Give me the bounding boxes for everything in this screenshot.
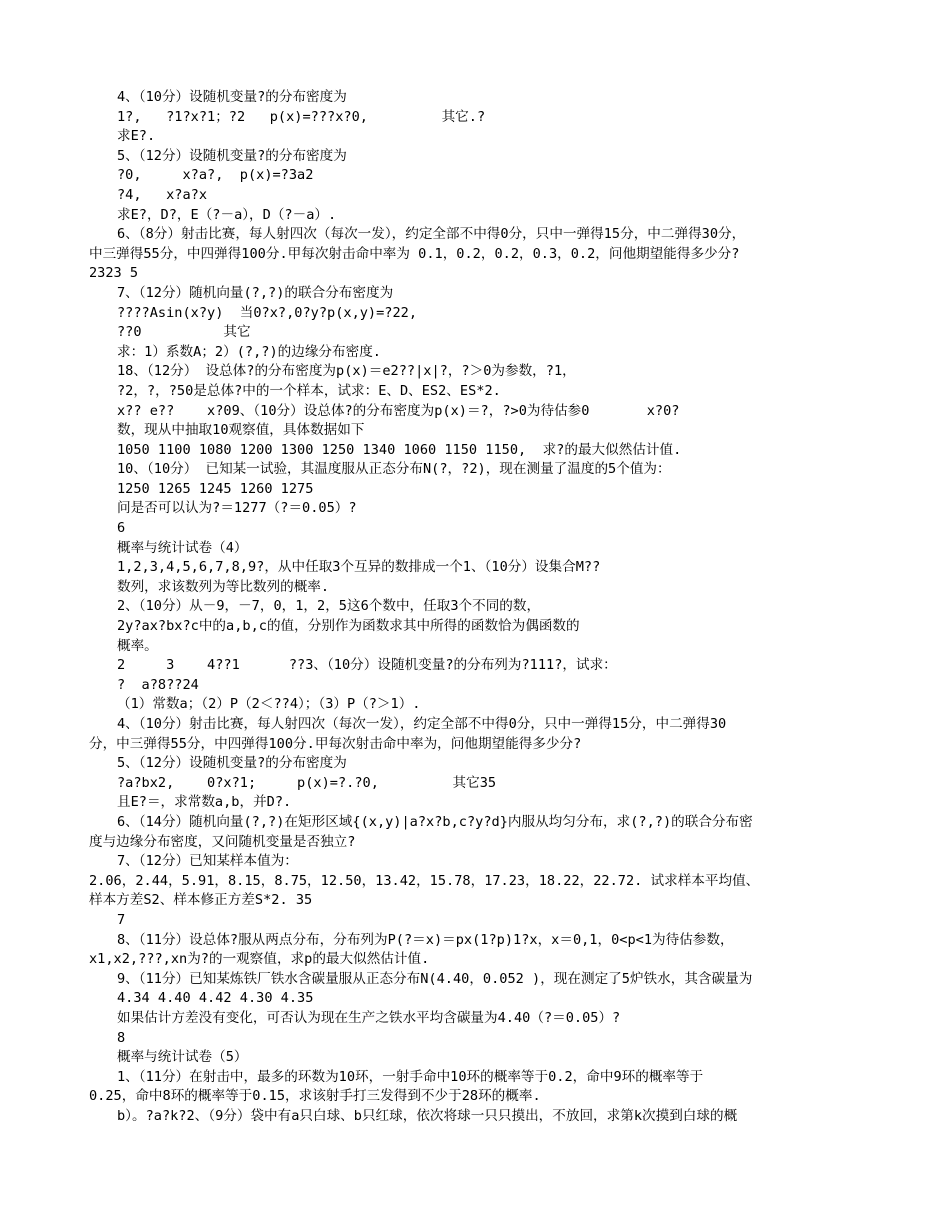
text-line: ? a?8??24 xyxy=(117,676,199,693)
text-line: 问是否可以认为?＝1277（?＝0.05）? xyxy=(117,500,357,517)
text-line: 1、（11分）在射击中，最多的环数为10环，一射手命中10环的概率等于0.2，命中9环的概率等于 xyxy=(117,1068,704,1085)
text-line: 10、（10分） 已知某一试验，其温度服从正态分布N(?，?2)，现在测量了温度的5个值为： xyxy=(117,461,671,478)
text-line: 中三弹得55分，中四弹得100分.甲每次射击命中率为 0.1，0.2，0.2，0.3，0.2，问他期望能得多少分? xyxy=(89,245,740,262)
text-line: 2 3 4??1 ??3、（10分）设随机变量?的分布列为?111?，试求： xyxy=(117,657,617,674)
text-line: ?0, x?a?, p(x)=?3a2 xyxy=(117,167,314,184)
text-line: 9、（11分）已知某炼铁厂铁水含碳量服从正态分布N(4.40，0.052 )，现在测定了5炉铁水，其含碳量为 xyxy=(117,970,753,987)
text-line: 4、（10分）射击比赛，每人射四次（每次一发），约定全部不中得0分，只中一弹得15分，中二弹得30 xyxy=(117,716,727,732)
text-line: ??0 其它 xyxy=(117,324,251,341)
text-line: ?2，?，?50是总体?中的一个样本，试求：E、D、ES2、ES*2. xyxy=(117,382,501,399)
text-line: 0.25，命中8环的概率等于0.15，求该射手打三发得到不少于28环的概率. xyxy=(89,1088,541,1105)
text-line: ?4, x?a?x xyxy=(117,186,208,203)
text-line: 2、（10分）从－9，－7，0，1，2，5这6个数中，任取3个不同的数， xyxy=(117,598,541,615)
text-line: 4.34 4.40 4.42 4.30 4.35 xyxy=(117,990,314,1007)
text-line: 2323 5 xyxy=(89,265,139,282)
text-line: 2.06，2.44，5.91，8.15，8.75，12.50，13.42，15.78，17.23，18.22，22.72. 试求样本平均值、 xyxy=(89,872,760,889)
text-line: （1）常数a；（2）P（2＜??4）；（3）P（?＞1）. xyxy=(117,696,421,713)
text-line: 1050 1100 1080 1200 1300 1250 1340 1060 1150 1150, 求?的最大似然估计值. xyxy=(117,441,682,458)
text-line: ????Asin(x?y) 当0?x?,0?y?p(x,y)=?22, xyxy=(117,304,418,321)
text-line: 度与边缘分布密度，又问随机变量是否独立? xyxy=(89,833,356,850)
text-line: 概率与统计试卷（4） xyxy=(117,539,248,556)
text-line: 2y?ax?bx?c中的a,b,c的值，分别作为函数求其中所得的函数恰为偶函数的 xyxy=(117,618,580,635)
text-line: 1,2,3,4,5,6,7,8,9?，从中任取3个互异的数排成一个1、（10分）设集合M?? xyxy=(117,559,601,576)
text-line: 4、（10分）设随机变量?的分布密度为 xyxy=(117,89,347,105)
text-line: 且E?＝，求常数a,b，并D?. xyxy=(117,794,292,811)
text-line: 数列，求该数列为等比数列的概率. xyxy=(117,578,330,595)
text-line: 5、（12分）设随机变量?的分布密度为 xyxy=(117,147,347,164)
text-line: 求E?，D?，E（?－a），D（?－a）. xyxy=(117,206,337,223)
text-line: 8、（11分）设总体?服从两点分布，分布列为P(?＝x)＝px(1?p)1?x，x＝0,1，0<p<1为待估参数， xyxy=(117,931,734,948)
document-body xyxy=(0,88,950,1126)
text-line: 6、（14分）随机向量(?,?)在矩形区域{(x,y)|a?x?b,c?y?d}内服从均匀分布，求(?,?)的联合分布密 xyxy=(117,813,753,830)
text-line: 8 xyxy=(117,1029,126,1046)
text-line: x?? e?? x?09、（10分）设总体?的分布密度为p(x)＝?，?>0为待估参0 x?0? xyxy=(117,402,680,419)
text-line: 如果估计方差没有变化，可否认为现在生产之铁水平均含碳量为4.40（?＝0.05）? xyxy=(117,1009,621,1026)
text-line: 7 xyxy=(117,911,126,928)
text-line: x1,x2,???,xn为?的一观察值，求p的最大似然估计值. xyxy=(89,951,430,968)
text-line: 1250 1265 1245 1260 1275 xyxy=(117,480,314,497)
text-line: 5、（12分）设随机变量?的分布密度为 xyxy=(117,755,347,772)
text-line: 1?, ?1?x?1；?2 p(x)=???x?0, 其它.? xyxy=(117,108,486,125)
text-line: 7、（12分）随机向量(?,?)的联合分布密度为 xyxy=(117,284,394,301)
text-line: ?a?bx2, 0?x?1; p(x)=?.?0, 其它35 xyxy=(117,774,497,791)
text-line: 求：1）系数A；2）(?,?)的边缘分布密度. xyxy=(117,343,381,360)
text-line: 求E?. xyxy=(117,128,156,145)
text-line: 概率。 xyxy=(117,637,158,654)
text-line: 6、（8分）射击比赛，每人射四次（每次一发），约定全部不中得0分，只中一弹得15分，中二弹得30分， xyxy=(117,226,746,243)
text-line: 概率与统计试卷（5） xyxy=(117,1049,248,1066)
text-line: 18、（12分） 设总体?的分布密度为p(x)＝e2??|x|?，?＞0为参数，?1， xyxy=(117,363,576,380)
text-line: 7、（12分）已知某样本值为： xyxy=(117,853,298,870)
text-line: 样本方差S2、样本修正方差S*2. 35 xyxy=(89,892,313,909)
text-line: 数，现从中抽取10观察值，具体数据如下 xyxy=(117,422,365,439)
text-line: b）。?a?k?2、（9分）袋中有a只白球、b只红球，依次将球一只只摸出，不放回，求第k次摸到白球的概 xyxy=(117,1107,738,1124)
text-line: 分，中三弹得55分，中四弹得100分.甲每次射击命中率为，问他期望能得多少分? xyxy=(89,735,582,752)
text-line: 6 xyxy=(117,520,126,537)
